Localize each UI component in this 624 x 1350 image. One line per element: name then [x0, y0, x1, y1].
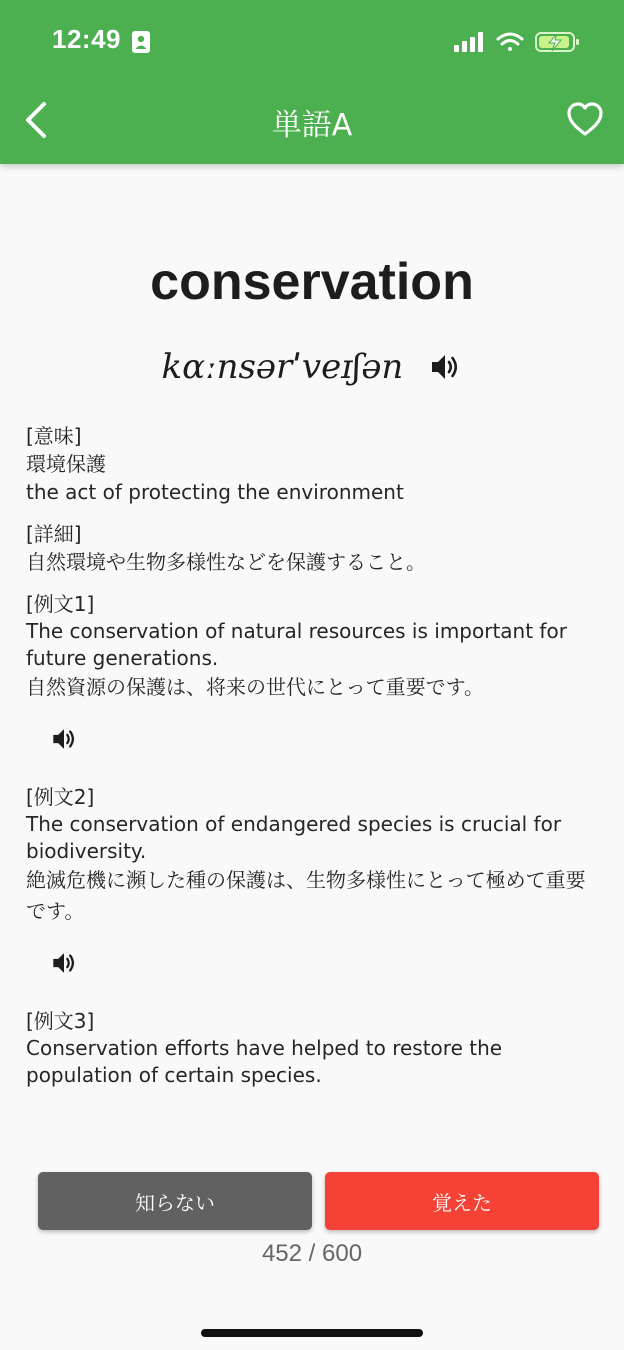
- detail-label: [詳細]: [26, 522, 82, 546]
- example-1-japanese: 自然資源の保護は、将来の世代にとって重要です。: [26, 675, 484, 699]
- word-sections: [26, 422, 600, 1089]
- app-header: [0, 0, 624, 164]
- heart-icon[interactable]: [566, 101, 604, 139]
- detail-text: 自然環境や生物多様性などを保護すること。: [26, 550, 426, 574]
- person-badge-icon: [131, 30, 151, 54]
- meaning-label: [意味]: [26, 424, 82, 448]
- status-time: 12:49: [52, 24, 121, 54]
- example-2-japanese: 絶滅危機に瀕した種の保護は、生物多様性にとって極めて重要です。: [26, 868, 586, 923]
- example-3-label: [例文3]: [26, 1009, 95, 1033]
- example-1-label: [例文1]: [26, 592, 95, 616]
- word-content[interactable]: [0, 164, 624, 1136]
- status-indicators: [454, 30, 584, 54]
- cellular-signal-icon: [454, 32, 483, 52]
- meaning-japanese: 環境保護: [26, 452, 106, 476]
- bottom-actions: [0, 1136, 624, 1350]
- example-2-speaker-icon[interactable]: [50, 949, 78, 977]
- memorized-button[interactable]: 覚えた: [325, 1172, 599, 1230]
- page-title: 単語A: [271, 108, 353, 143]
- pronunciation-row: [0, 347, 624, 387]
- example-1-speaker-icon[interactable]: [50, 725, 78, 753]
- example-2-english: The conservation of endangered species is crucial for biodiversity.: [26, 812, 562, 863]
- home-indicator[interactable]: [201, 1329, 423, 1337]
- example-2-label: [例文2]: [26, 785, 95, 809]
- wifi-icon: [498, 34, 522, 51]
- pronunciation: kɑːnsərˈveɪʃən: [161, 347, 404, 387]
- example-1-english: The conservation of natural resources is important for future generations.: [26, 619, 567, 670]
- dont-know-button[interactable]: 知らない: [38, 1172, 312, 1230]
- battery-charging-icon: [536, 33, 579, 51]
- meaning-english: the act of protecting the environment: [26, 480, 404, 504]
- speaker-icon[interactable]: [428, 350, 462, 384]
- headword: conservation: [150, 253, 474, 311]
- example-3-english: Conservation efforts have helped to restore the population of certain species.: [26, 1036, 503, 1087]
- progress-counter: 452 / 600: [261, 1240, 363, 1267]
